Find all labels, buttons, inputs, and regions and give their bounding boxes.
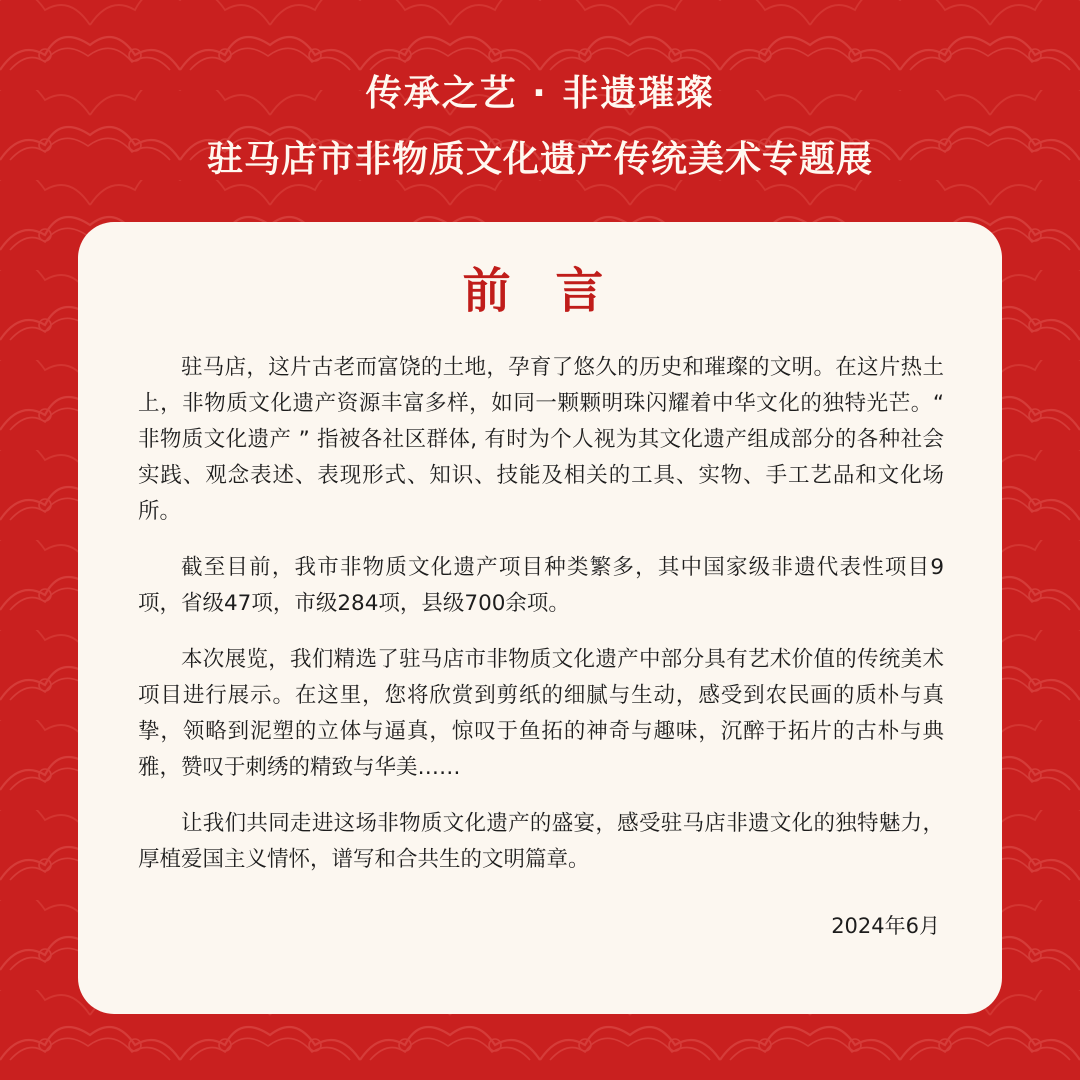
preface-paragraph-1: 驻马店，这片古老而富饶的土地，孕育了悠久的历史和璀璨的文明。在这片热土上，非物质文化遗产资源丰富多样，如同一颗颗明珠闪耀着中华文化的独特光芒。“ 非物质文化遗产 ” 指被各社区群体, 有时为个人视为其文化遗产组成部分的各种社会实践、观念表述、表现形式、知识、技能及相关的工具、实物、手工艺品和文化场所。 [138,355,944,524]
exhibition-header [0,66,1080,188]
preface-card [78,222,1002,1014]
preface-body [138,350,944,898]
preface-title: 前 言 [462,263,618,319]
exhibition-subtitle: 传承之艺 · 非遗璀璨 [365,73,715,114]
preface-paragraph-3: 本次展览，我们精选了驻马店市非物质文化遗产中部分具有艺术价值的传统美术项目进行展示。在这里，您将欣赏到剪纸的细腻与生动，感受到农民画的质朴与真挚，领略到泥塑的立体与逼真，惊叹于鱼拓的神奇与趣味，沉醉于拓片的古朴与典雅，赞叹于刺绣的精致与华美…… [138,647,944,780]
preface-date: 2024年6月 [831,914,940,938]
preface-paragraph-4: 让我们共同走进这场非物质文化遗产的盛宴，感受驻马店非遗文化的独特魅力，厚植爱国主义情怀，谱写和合共生的文明篇章。 [138,811,944,872]
preface-paragraph-2: 截至目前，我市非物质文化遗产项目种类繁多，其中国家级非遗代表性项目9项，省级47项，市级284项，县级700余项。 [138,555,944,616]
exhibition-title: 驻马店市非物质文化遗产传统美术专题展 [206,139,873,180]
